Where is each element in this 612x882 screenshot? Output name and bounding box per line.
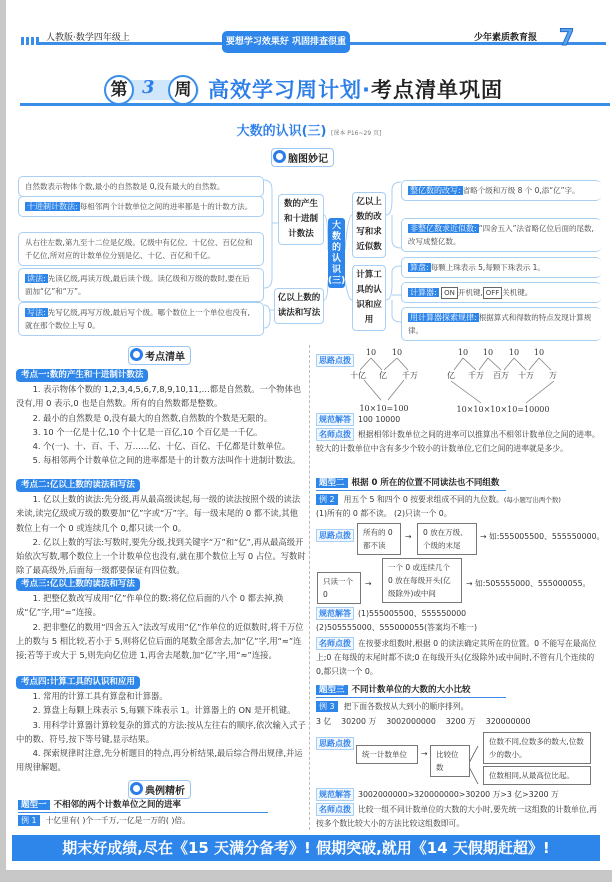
on-key: ON [441,287,458,299]
number-item: 3002000000 [386,717,436,726]
arrow: → [421,749,428,758]
checklist-item: 3. 用科学计算器计算较复杂的算式的方法:按从左往右的顺序,依次输入式子中的数、符号,按下等号键,显示结果。 [16,719,306,744]
tree-unit: 十亿 [350,371,366,380]
tree-top: 10 [365,348,377,357]
unit-tree-diagram [346,345,606,415]
arrow: → [365,579,372,588]
box-label: 十进制计数法: [27,202,78,211]
type-title: 根据 0 所在的位置不同读法也不同组数 [351,478,500,488]
box-label: 用计算器探索规律: [410,313,477,322]
answer-label: 规范解答 [316,788,354,801]
mindmap-box-r2 [401,218,601,252]
example-question: 用五个 5 和四个 0 按要求组成不同的九位数。 [343,495,504,504]
answer-text: 3002000000>320000000>30200 万>3 亿>3200 万 [358,790,559,799]
node-calc-tools: 计算工具的认识和应用 [352,265,386,331]
flow-box: 0 放在万级、个级的末尾 [417,523,477,555]
number-item: 3 亿 [316,717,332,726]
target-icon [273,150,286,163]
tree-result: 10×10=100 [359,404,409,413]
mindmap-box-r1 [401,180,601,201]
tip3 [316,803,604,831]
answer2 [316,607,477,635]
title-blue: 高效学习周计划· [208,78,371,102]
checklist-section-4 [16,674,306,775]
hint-label: 思路点拨 [316,529,354,542]
box-text: 自然数表示物体个数,最小的自然数是 0,没有最大的自然数。 [25,182,225,191]
checklist-section-3 [16,576,306,662]
tree-unit: 千万 [468,371,484,380]
section-tag: 考点三:亿以上数的读法和写法 [16,578,140,591]
box-text: 先写亿级,再写万级,最后写个级。哪个数位上一个单位也没有,就在那个数位上写 0。 [25,308,250,330]
example3-numbers [316,715,530,729]
example1 [18,814,308,828]
tree-top: 10 [482,348,494,357]
type-tag: 题型三 [316,685,348,695]
mindmap-box-3 [18,232,264,266]
examples-heading [128,780,191,799]
hint-label: 思路点拨 [316,354,354,367]
arrow: → [405,532,412,541]
flow-example: → 如:505555000、555000055。 [466,579,591,588]
box-text: “四舍五入”法省略亿位后面的尾数,改写成整亿数。 [408,224,594,246]
example-tag: 例 3 [316,701,338,712]
example-tag: 例 1 [18,815,40,826]
week-number: 3 [142,77,155,98]
tree-top: 10 [391,348,403,357]
flow-box: 位数不同,位数多的数大,位数少的数小。 [483,732,591,764]
checklist-section-2 [16,477,306,578]
checklist-item: 3. 10 个一亿是十亿,10 个十亿是一百亿,10 个百亿是一千亿。 [32,426,263,437]
answer-text: (2)505555000、555000055(答案均不唯一) [316,623,477,632]
checklist-item: 1. 表示物体个数的 1,2,3,4,5,6,7,8,9,10,11,…都是自然数。一个物体也没有,用 0 表示,0 也是自然数。所有的自然数都是整数。 [16,384,302,409]
tree-result: 10×10×10×10=10000 [456,405,550,414]
examples-heading-text: 典例精析 [145,786,185,797]
box-label: 算盘: [410,263,429,272]
example-tag: 例 2 [316,494,338,505]
box-text: 每相邻两个计数单位之间的进率都是十的计数方法。 [79,202,253,211]
tip1 [316,428,604,456]
mindmap-center: 大数的认识(三) [328,218,345,288]
tree-unit: 亿 [379,371,387,380]
tree-top: 10 [533,348,545,357]
mindmap-box-r4 [401,282,601,303]
mindmap-heading-text: 脑图妙记 [288,154,328,165]
tree-unit: 十万 [518,371,534,380]
hint2 [316,523,358,542]
week-di: 第 [104,75,134,105]
flow-box: 比较位数 [430,745,470,777]
paper-name: 少年素质教育报 [474,33,538,43]
tip2 [316,637,604,679]
checklist-item: 4. 个(一)、十、百、千、万……亿、十亿、百亿、千亿都是计数单位。 [32,441,291,452]
week-zhou: 周 [168,75,198,105]
header-banner: 要想学习效果好 巩固排查很重要 [222,31,350,53]
checklist-item: 5. 每相邻两个计数单位之间的进率都是十的计数方法叫作十进制计数法。 [32,455,301,466]
answer-label: 规范解答 [316,607,354,620]
box-text: 省略个级和万级 8 个 0,添“亿”字。 [462,186,580,195]
answer-text: (1)555005500、555550000 [358,609,467,618]
checklist-item: 1. 把整亿数改写成用“亿”作单位的数:将亿位后面的八个 0 都去掉,换成“亿”字,用“=”连接。 [16,593,284,618]
footer-ad-banner: 期末好成绩,尽在《15 天满分备考》! 假期突破,就用《14 天假期赶超》! [12,835,600,861]
flow-box: 所有的 0 都不读 [357,523,401,555]
grade-label: 人教版·数学四年级上 [46,33,130,43]
mindmap-heading [271,148,334,167]
page-title [208,74,503,104]
tip-text: 在按要求组数时,根据 0 的读法确定其所在的位置。0 不能写在最高位上;0 在每级的末尾时都不读;0 在每级开头(亿级除外)或中间时,不管有几个连续的 0,都只读一个 0。 [316,639,597,676]
box-label: 整亿数的改写: [410,186,461,195]
box-text: 根据算式和得数的特点发现计算规律。 [408,313,592,335]
flow-box: 位数相同,从最高位比起。 [483,766,591,785]
tree-top: 10 [457,348,469,357]
example3 [316,700,606,714]
checklist-item: 2. 亿以上数的写法:写数时,要先分级,找到关键字“万”和“亿”,再从最高级开始依次写数,哪个数位上一个计数单位也没有,就在那个数位上写 0 占位。写数时除了最高级外,后面每一级都要保证有四位数。 [16,536,306,576]
box-text: 每颗上珠表示 5,每颗下珠表示 1。 [430,263,545,272]
mindmap-box-5 [18,302,264,336]
node-number-origin: 数的产生和十进制计数法 [278,194,324,245]
tip-label: 名师点拨 [316,803,354,816]
checklist-heading [128,346,191,365]
tip-label: 名师点拨 [316,637,354,650]
mindmap-box-1 [18,176,264,197]
example2 [316,493,606,521]
flow-example-text: 如:505555000、555000055。 [475,579,591,588]
answer1 [316,413,400,427]
example-question: 十亿里有( )个一千万,一亿是一万的( )倍。 [45,816,190,825]
checklist-item: 1. 亿以上数的读法:先分级,再从最高级读起,每一级的读法按照个级的读法来读,读完亿级或万级的数要加“亿”字或“万”字。每一级末尾的 0 都不读,其他数位上有一个 0 或连续几个 0,都只读一个 0。 [16,494,301,533]
checklist-section-1 [16,367,306,468]
target-icon [130,348,143,361]
hint3 [316,731,358,750]
box-label: 非整亿数求近似数: [410,224,477,233]
tip-text: 根据相邻计数单位之间的进率可以推算出不相邻计数单位之间的进率。较大的计数单位中含有多少个较小的计数单位,它们之间的进率就是多少。 [316,430,600,453]
mindmap-box-4 [18,268,264,302]
tree-top: 10 [508,348,520,357]
mindmap-box-r5 [401,307,601,341]
number-item: 3200 万 [445,717,476,726]
node-rewrite-approx: 亿以上数的改写和求近似数 [352,192,386,258]
box-text: 从右往左数,第九至十二位是亿级。亿级中有亿位、十亿位、百亿位和千亿位,所对应的计数单位分别是亿、十亿、百亿和千亿。 [25,238,253,260]
box-label: 读法: [27,274,46,283]
type-tag: 题型二 [316,478,348,488]
target-icon [130,782,143,795]
checklist-heading-text: 考点清单 [145,352,185,363]
answer-text: 100 10000 [358,415,401,424]
number-item: 320000000 [485,717,531,726]
box-label: 计算器: [410,288,437,297]
newspaper-page [6,0,612,870]
box-text: 开机键, [457,288,483,297]
mindmap-box-2 [18,196,264,217]
tree-unit: 亿 [447,371,455,380]
mindmap-box-r3 [401,257,601,278]
tree-unit: 万 [549,371,557,380]
type3-heading [316,684,506,698]
number-item: 30200 万 [341,717,377,726]
answer-label: 规范解答 [316,413,354,426]
answer3 [316,788,559,802]
section-tag: 考点四:计算工具的认识和应用 [16,676,140,689]
type-title: 不相邻的两个计数单位之间的进率 [53,800,182,810]
flow-box: 统一计数单位 [356,745,418,764]
checklist-item: 1. 常用的计算工具有算盘和计算器。 [32,691,168,701]
checklist-item: 4. 探索规律时注意,先分析题目的特点,再分析结果,最后综合得出规律,并运用规律解题。 [16,748,303,773]
checklist-item: 2. 最小的自然数是 0,没有最大的自然数,自然数的个数是无限的。 [32,412,273,423]
type-tag: 题型一 [18,800,50,810]
box-text: 先读亿级,再读万级,最后读个级。读亿级和万级的数时,要在后面加“亿”和“万”。 [25,274,250,296]
section-tag: 考点二:亿以上数的读法和写法 [16,479,140,492]
tip-label: 名师点拨 [316,428,354,441]
flow-example-text: 如:555005500、555550000。 [489,532,605,541]
tree-unit: 百万 [493,371,509,380]
example-note: (每小题写出两个数) [503,496,561,504]
box-text: 关机键。 [502,288,533,297]
subtitle [6,120,612,139]
box-label: 写法: [27,308,46,317]
checklist-item: 2. 算盘上每颗上珠表示 5,每颗下珠表示 1。计算器上的 ON 是开机键。 [32,705,296,716]
flow-box: 只读一个 0 [317,572,361,604]
type-title: 不同计数单位的大数的大小比较 [351,685,471,695]
page-number: 7 [559,26,575,51]
example-question: 把下面各数按从大到小的顺序排列。 [343,702,469,711]
section-tag: 考点一:数的产生和十进制计数法 [16,369,148,382]
flow-box: 一个 0 或连续几个 0 放在每级开头(亿级除外)或中间 [382,558,462,603]
column-divider [309,345,310,830]
off-key: OFF [483,287,503,299]
flow-example: → 如:555005500、555550000。 [480,532,605,541]
tree-unit: 千万 [402,371,418,380]
tip-text: 比较一组不同计数单位的大数的大小时,要先统一这组数的计数单位,再按多个数比较大小的方法比较这组数即可。 [316,805,597,828]
checklist-item: 2. 把非整亿的数用“四舍五入”法改写成用“亿”作单位的近似数时,将千万位上的数与 5 相比较,若小于 5,则将亿位后面的尾数全部舍去,加“亿”字,用“≈”连接;若等于或大于 5,则先向亿位进 1,再舍去尾数,加“亿”字,用“≈”连接。 [16,621,304,661]
example-subquestions: (1)所有的 0 都不读。 (2)只读一个 0。 [316,509,452,518]
textbook-ref: [课本 P16~29 页] [331,130,382,137]
subtitle-text: 大数的认识(三) [236,124,327,139]
hint-label: 思路点拨 [316,737,354,750]
type1-heading [18,799,268,813]
node-reading-writing: 亿以上数的读法和写法 [274,288,324,324]
title-divider [20,103,610,106]
type2-heading [316,477,506,491]
title-dark: 考点清单巩固 [370,78,503,102]
